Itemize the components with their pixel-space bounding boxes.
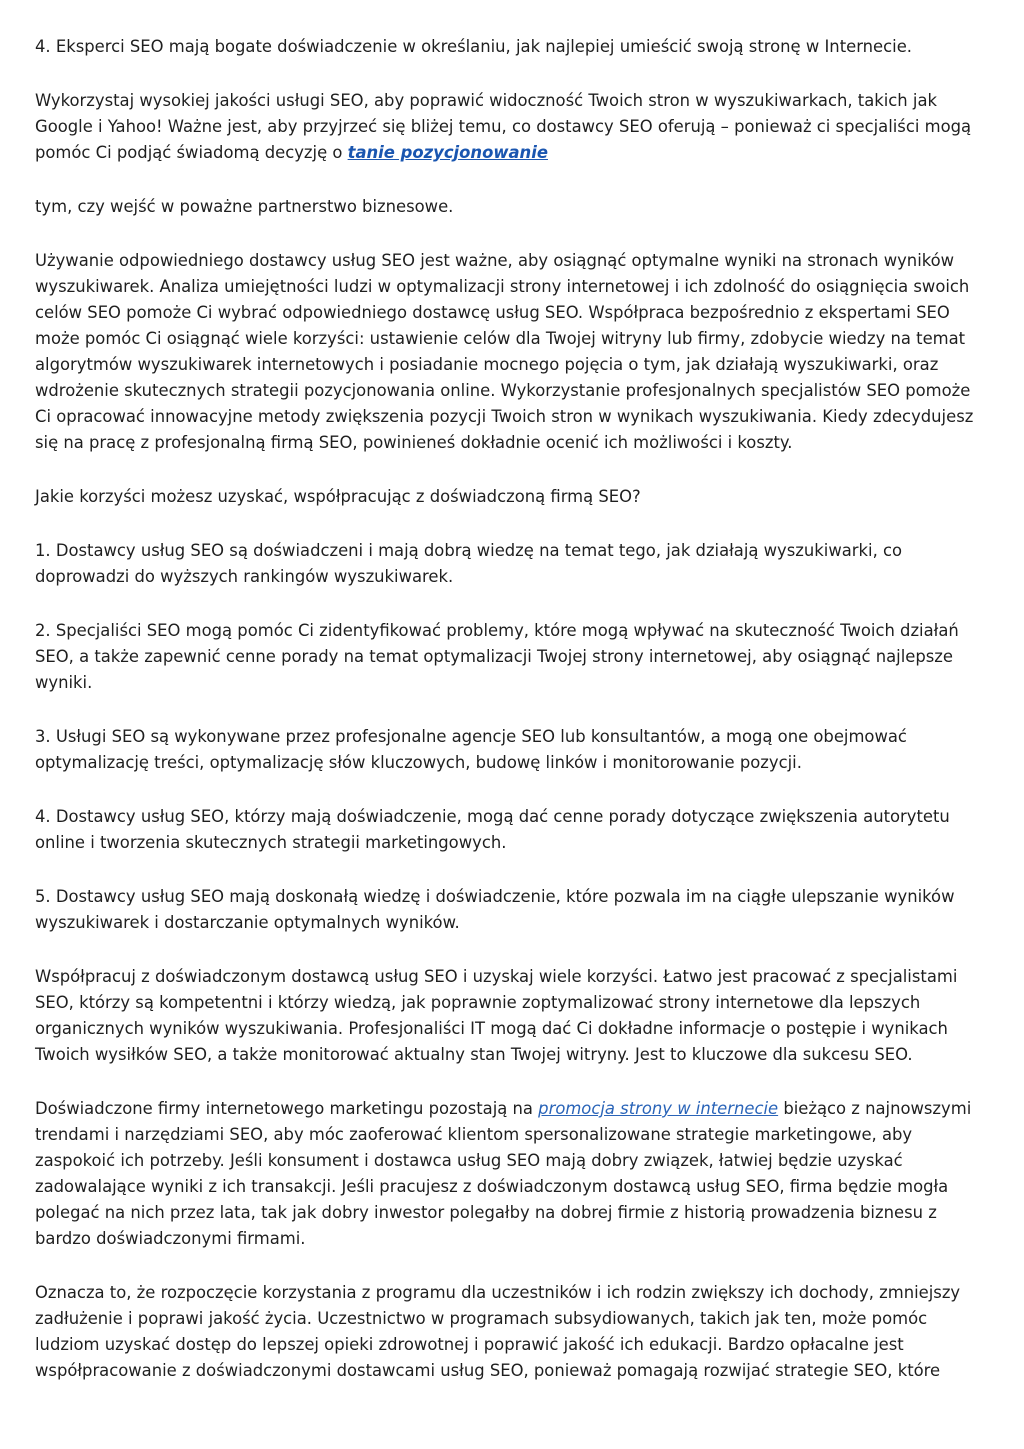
paragraph-partnership: tym, czy wejść w poważne partnerstwo biznesowe. bbox=[35, 197, 454, 216]
paragraph-expert-experience: 4. Eksperci SEO mają bogate doświadczenie w określaniu, jak najlepiej umieścić swoją stronę w Internecie. bbox=[35, 37, 912, 56]
list-item-2: 2. Specjaliści SEO mogą pomóc Ci zidentyfikować problemy, które mogą wpływać na skuteczność Twoich działań SEO, a także zapewnić cenne porady na temat optymalizacji Twojej strony internetowej, aby osiągnąć najlepsze wyniki. bbox=[35, 621, 959, 692]
paragraph-program: Oznacza to, że rozpoczęcie korzystania z programu dla uczestników i ich rodzin zwiększy ich dochody, zmniejszy zadłużenie i poprawi jakość życia. Uczestnictwo w programach subsydiowanych, takich jak ten, może pomóc ludziom uzyskać dostęp do lepszej opieki zdrowotnej i poprawić jakość ich edukacji. Bardzo opłacalne jest współpracowanie z doświadczonymi dostawcami usług SEO, ponieważ pomagają rozwijać strategie SEO, które bbox=[35, 1283, 961, 1380]
document-body bbox=[35, 34, 985, 1412]
list-item-3: 3. Usługi SEO są wykonywane przez profesjonalne agencje SEO lub konsultantów, a mogą one obejmować optymalizację treści, optymalizację słów kluczowych, budowę linków i monitorowanie pozycji. bbox=[35, 727, 907, 772]
paragraph-use-seo-services bbox=[35, 88, 985, 166]
list-item-5: 5. Dostawcy usług SEO mają doskonałą wiedzę i doświadczenie, które pozwala im na ciągłe ulepszanie wyników wyszukiwarek i dostarczanie optymalnych wyników. bbox=[35, 887, 955, 932]
paragraph-right-provider: Używanie odpowiedniego dostawcy usług SEO jest ważne, aby osiągnąć optymalne wyniki na stronach wyników wyszukiwarek. Analiza umiejętności ludzi w optymalizacji strony internetowej i ich zdolność do osiągnięcia swoich celów SEO pomoże Ci wybrać odpowiedniego dostawcę usług SEO. Współpraca bezpośrednio z ekspertami SEO może pomóc Ci osiągnąć wiele korzyści: ustawienie celów dla Twojej witryny lub firmy, zdobycie wiedzy na temat algorytmów wyszukiwarek internetowych i posiadanie mocnego pojęcia o tym, jak działają wyszukiwarki, oraz wdrożenie skutecznych strategii pozycjonowania online. Wykorzystanie profesjonalnych specjalistów SEO pomoże Ci opracować innowacyjne metody zwiększenia pozycji Twoich stron w wynikach wyszukiwania. Kiedy zdecydujesz się na pracę z profesjonalną firmą SEO, powinieneś dokładnie ocenić ich możliwości i koszty. bbox=[35, 251, 974, 452]
link-tanie-pozycjonowanie[interactable]: tanie pozycjonowanie bbox=[347, 143, 548, 162]
paragraph-question: Jakie korzyści możesz uzyskać, współpracując z doświadczoną firmą SEO? bbox=[35, 487, 641, 506]
paragraph-text: bieżąco z najnowszymi trendami i narzędziami SEO, aby móc zaoferować klientom spersonalizowane strategie marketingowe, aby zaspokoić ich potrzeby. Jeśli konsument i dostawca usług SEO mają dobry związek, łatwiej będzie uzyskać zadowalające wyniki z ich transakcji. Jeśli pracujesz z doświadczonym dostawcą usług SEO, firma będzie mogła polegać na nich przez lata, tak jak dobry inwestor polegałby na dobrej firmie z historią prowadzenia biznesu z bardzo doświadczonymi firmami. bbox=[35, 1099, 972, 1248]
paragraph-text: Doświadczone firmy internetowego marketingu pozostają na bbox=[35, 1099, 539, 1118]
link-promocja-strony[interactable]: promocja strony w internecie bbox=[538, 1099, 779, 1118]
paragraph-experienced-firms bbox=[35, 1096, 985, 1252]
paragraph-text: Wykorzystaj wysokiej jakości usługi SEO, aby poprawić widoczność Twoich stron w wyszukiwarkach, takich jak Google i Yahoo! Ważne jest, aby przyjrzeć się bliżej temu, co dostawcy SEO oferują – ponieważ ci specjaliści mogą pomóc Ci podjąć świadomą decyzję o bbox=[35, 91, 972, 162]
list-item-4: 4. Dostawcy usług SEO, którzy mają doświadczenie, mogą dać cenne porady dotyczące zwiększenia autorytetu online i tworzenia skutecznych strategii marketingowych. bbox=[35, 807, 950, 852]
list-item-1: 1. Dostawcy usług SEO są doświadczeni i mają dobrą wiedzę na temat tego, jak działają wyszukiwarki, co doprowadzi do wyższych rankingów wyszukiwarek. bbox=[35, 541, 903, 586]
paragraph-cooperate: Współpracuj z doświadczonym dostawcą usług SEO i uzyskaj wiele korzyści. Łatwo jest pracować z specjalistami SEO, którzy są kompetentni i którzy wiedzą, jak poprawnie zoptymalizować strony internetowe dla lepszych organicznych wyników wyszukiwania. Profesjonaliści IT mogą dać Ci dokładne informacje o postępie i wynikach Twoich wysiłków SEO, a także monitorować aktualny stan Twojej witryny. Jest to kluczowe dla sukcesu SEO. bbox=[35, 967, 958, 1064]
